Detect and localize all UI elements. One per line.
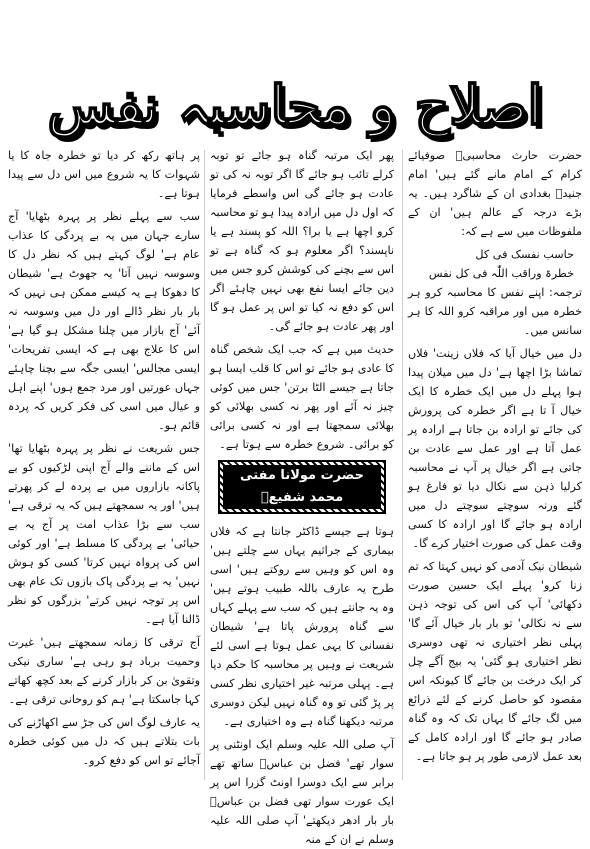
column-middle bbox=[210, 146, 394, 846]
paragraph: آج ترقی کا زمانہ سمجھتے ہیں' غیرت وحمیت برباد ہو رہی ہے' ساری نیکی وتقویٰ بن کر بازار کرنے کے بعد کچھ کھاتے کہا جاسکتا ہے' ہم کو روحانی ترقی ہے۔ bbox=[8, 636, 200, 706]
paragraph: جس شریعت نے نظر پر پہرہ بٹھایا تھا' اس کے ماننے والے آج اپنی لڑکیوں کو بے پاکانہ بازاروں میں بے پردہ لے کر پھرتے ہیں' اور یہ سمجھتے ہیں کہ یہ ترقی ہے' سب سے بڑا عذاب امت پر آج یہ بے حیائی' بے پردگی کا مسلط ہے' اور کوئی اس کی پرواہ نہیں کرتا' کسی کو ہوش نہیں' یہ بے پردگی پاک بازوں تک عام بھی اس پر توجہ نہیں کرتے' بزرگوں کو نظر ڈالنا آیا ہے۔ bbox=[8, 442, 200, 626]
arabic-quote bbox=[408, 245, 582, 283]
author-name: حضرت مولانا مفتی محمد شفیعؒ bbox=[223, 465, 381, 509]
paragraph: حضرت حارث محاسبیؒ صوفیائے کرام کے امام مانے گئے ہیں' امام جنیدؒ بغدادی ان کے شاگرد ہیں۔ یہ بڑے درجہ کے عالم ہیں' ان کے ملفوظات میں سے ہے کہ: bbox=[408, 149, 582, 238]
column-divider bbox=[204, 150, 205, 780]
paragraph: یہ عارف لوگ اس کی جڑ سے اکھاڑنے کی بات بتلاتے ہیں کہ دل میں کوئی خطرہ آجائے تو اس کو دفع کرو۔ bbox=[8, 716, 200, 767]
paragraph: ترجمہ: اپنے نفس کا محاسبہ کرو ہر خطرہ میں اور مراقبہ کرو اللہ کا ہر سانس میں۔ bbox=[408, 286, 582, 337]
paragraph: پر ہاتھ رکھ کر دیا تو خطرہ جاہ کا یا شہوات کا یہ شروع میں اس دل سے پیدا ہوتا ہے۔ bbox=[8, 149, 200, 200]
paragraph: حدیث میں ہے کہ جب ایک شخص گناہ کا عادی ہو جائے تو اس کا قلب ایسا ہو جاتا ہے جیسے الٹا برتن' جس میں کوئی چیز نہ آئے اور پھر نہ کسی بھلائی کو بھلائی سمجھتا ہے اور نہ کسی برائی کو برائی۔ شروع خطرہ سے ہوتا ہے۔ bbox=[210, 343, 394, 451]
paragraph: پھر ایک مرتبہ گناہ ہو جائے تو توبہ کرلے تائب ہو جائے گا اگر توبہ نہ کی تو عادت ہو جائے گی اس واسطے فرمایا کہ اول دل میں ارادہ پیدا ہو تو محاسبہ کرو اچھا ہے یا برا؟ اللہ کو پسند ہے یا ناپسند؟ اگر معلوم ہو کہ گناہ ہے تو اس سے بچنے کی کوشش کرو جس میں دین جائے ایسا نفع بھی نہیں چاہئے اگر اس کو دفع نہ کیا تو اس پر عمل ہو گا اور پھر عادت ہو جائے گی۔ bbox=[210, 149, 394, 333]
author-banner bbox=[218, 460, 386, 514]
column-right bbox=[408, 146, 582, 782]
paragraph: دل میں خیال آیا کہ فلاں زینت' فلاں تماشا بڑا اچھا ہے' دل میں میلان پیدا ہوا پہلے دل میں ایک خطرہ کا ایک خیال آ تا ہے اگر خطرہ کی پرورش کی جائے تو ارادہ بن جاتا ہے ارادہ پر عمل آتا ہے اور عمل سے عادت بن جاتی ہے اگر خیال پر آپ نے محاسبہ کرلیا ذہن سے نکال دیا تو فارغ ہو گئے ورنہ سوچتے سوچتے دل میں ارادہ ہو جائے گا اور ارادہ کا کسی وقت عمل کی صورت اختیار کرے گا۔ bbox=[408, 347, 582, 550]
paragraph: آپ صلی اللہ علیہ وسلم ایک اونٹنی پر سوار تھے' فضل بن عباسؓ ساتھ تھے برابر سے ایک دوسرا اونٹ گزرا اس پر ایک عورت سوار تھی فضل بن عباسؓ بار بار ادھر دیکھتے' آپ صلی اللہ علیہ وسلم نے ان کے منہ bbox=[210, 738, 394, 846]
arabic-line: خطرۃ وراقب اللّٰہ فی کل نفس bbox=[428, 267, 574, 280]
paragraph: ہوتا ہے جیسے ڈاکٹر جانتا ہے کہ فلاں بیماری کے جراثیم یہاں سے چلتے ہیں' وہ اس کو وہیں سے روکتے ہیں' اسی طرح یہ عارف باللہ طبیب ہوتے ہیں' وہ یہ جانتے ہیں کہ سب سے پہلے کہاں سے گناہ پرورش پاتا ہے' شیطان نفسانی کا یہی عمل ہوتا ہے اسی لئے شریعت نے وہیں پر محاسبہ کا حکم دیا ہے۔ پہلی مرتبہ غیر اختیاری نظر کسی پر پڑ گئی تو وہ گناہ نہیں لیکن دوسری مرتبہ دیکھنا گناہ ہے وہ اختیاری ہے۔ bbox=[210, 525, 394, 728]
page-title: اصلاح و محاسبہ نفس bbox=[47, 73, 543, 137]
column-left bbox=[8, 146, 200, 782]
arabic-line: حاسب نفسک فی کل bbox=[475, 248, 574, 261]
paragraph: شیطان نیک آدمی کو نہیں کہتا کہ تم زنا کرو' پہلے ایک حسین صورت دکھائی' آپ کی اس کی توجہ ذہن سے نہ نکالی' تو بار بار خیال آئے گا' پہلی نظر اختیاری نہ تھی دوسری نظر اختیاری ہو گئی' یہ بیج آگے چل کر ایک درخت بن جائے گا کیونکہ اس مقصود کو حاصل کرنے کے لئے ذرائع میں لگ جائے گا یہاں تک کہ وہ گناہ صادر ہو جائے گا اور ارادہ کامل کے بعد عمل لازمی طور پر ہو جاتا ہے۔ bbox=[408, 560, 582, 763]
column-divider bbox=[402, 150, 403, 780]
paragraph: سب سے پہلے نظر پر پہرہ بٹھایا' آج سارے جہان میں یہ بے پردگی کا عذاب عام ہے' لوگ کہتے ہیں کہ نظر دل کا وسوسہ نہیں آتا' یہ جھوٹ ہے' شیطان کا دھوکا ہے یہ کیسے ممکن ہی نہیں کہ بار بار نظر ڈالے اور دل میں وسوسہ نہ آئے' آج بازار میں چلنا مشکل ہو گیا ہے' اس کا علاج بھی ہے کہ ایسی تفریحات' ایسی مجالس' ایسی جگہ سے بچنا چاہئے جہاں عورتیں اور مرد جمع ہوں' اپنے اہل و عیال میں اسی کی فکر کریں کہ پردہ قائم ہو۔ bbox=[8, 210, 200, 432]
